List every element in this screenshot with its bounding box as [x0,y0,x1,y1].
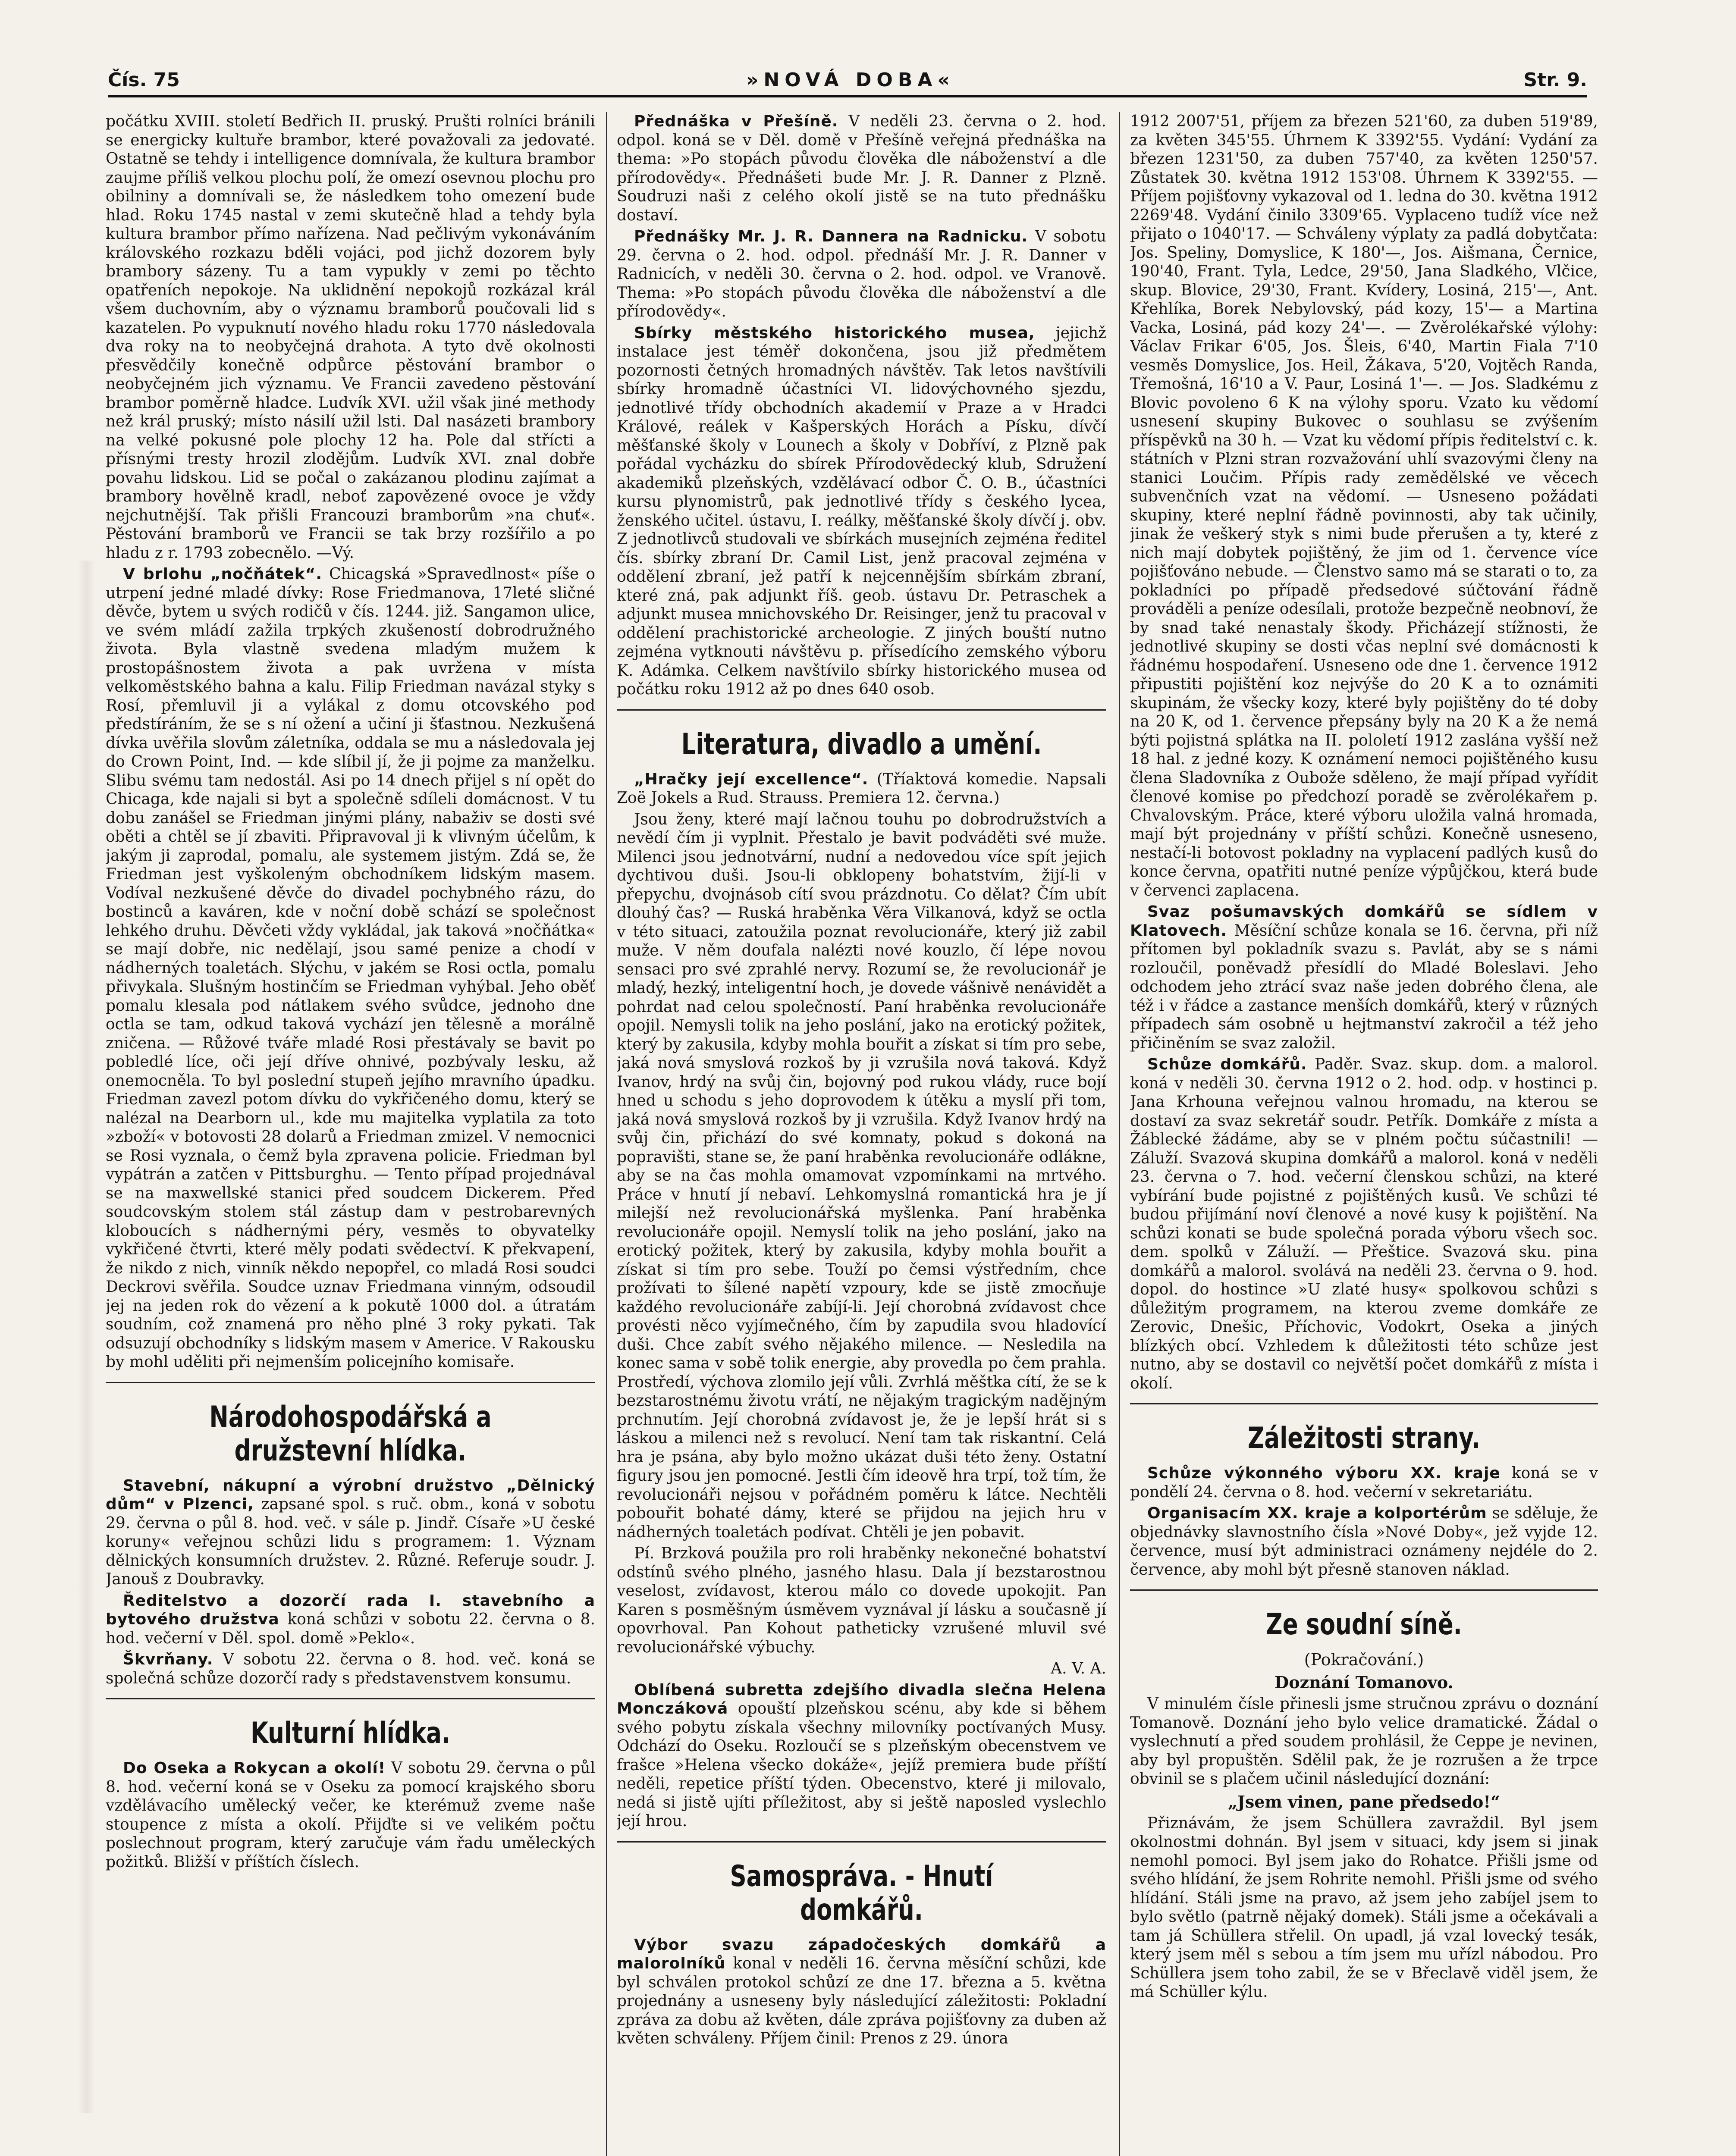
article-lead: Přednáška v Přešíně. [634,113,838,130]
article-lead: Přednášky Mr. J. R. Dannera na Radnicku. [634,228,1028,245]
column-3 [1130,112,1598,2156]
page-header [108,65,1587,97]
article-body: opouští plzeňskou scénu, aby kde si během svého pobytu získala všechny milovníky poctívaných Musy. Odchází do Oseku. Rozloučí se s plzeňským obecenstvem ve frašce »Helena všecko dokáže«, jejíž premiera bude příští neděli, repetice příští týden. Obecenstvo, které ji milovalo, nedá si jistě ujíti příležitost, aby si ještě naposled vyslechlo její hrou. [617,1700,1106,1830]
section-heading: Záležitosti strany. [1247,1421,1481,1455]
article-paragraph: Jsou ženy, které mají lačnou touhu po dobrodružstvích a nevědí čím ji vyplnit. Přestalo je bavit podváděti své muže. Milenci jsou jednotvární, nudní a nedovedou více spít jejich dychtivou duši. Jsou-li obklopeny bohatstvím, žijí-li v přepychu, dvojnásob cítí svou prázdnotu. Co dělat? Čím ubít dlouhý čas? — Ruská hraběnka Věra Vilkanová, když se octla v této situaci, zatoužila poznat revolucionáře, který již zabil muže. V něm doufala nalézti nové kouzlo, čí lépe novou sensaci pro své zprahlé nervy. Rozumí se, že revolucionář je mladý, hezký, inteligentní hoch, je dovede vášnivě nenávidět a pohrdat nad celou společností. Paní hraběnka revolucionáře opojil. Nemysli tolik na jeho poslání, jako na erotický požitek, který by zakusila, kdyby mohla bouřit a získat si tím pro sebe, jaká nová smyslová rozkoš by ji vzrušila nová taková. Když Ivanov, hrdý na svůj čin, bojovný pod rukou vlády, ruce bojí hned u schodu s jeho doprovodem k útěku a myslí při tom, jaká nová smyslová rozkoš by ji vzrušila. Když Ivanov hrdý na svůj čin, přichází do své komnaty, pokud s dokoná na popravišti, stane se, že paní hraběnka revolucionáře odlákne, aby se na čas mohla omamovat vzpomínkami na mrtvého. Práce v hnutí jí nebaví. Lehkomyslná romantická hra je jí milejší než revolucionářská myšlenka. Paní hraběnka revolucionáře opojil. Nemyslí tolik na jeho poslání, jako na erotický požitek, který by zakusila, kdyby mohla bouřit a získat si tím pro sebe. Touží po čemsi výstředním, chce prožívati to šílené napětí vzpoury, kde se jistě zmocňuje každého revolucionáře zabíjí-li. Její chorobná zvídavost chce provésti něco vyjímečného, čím by zapudila svou hladovící duši. Chce zabít svého nějakého milence. — Nesledila na konec sama v sobě tolik energie, aby provedla po čem prahla. Prostředí, výchova zlomilo její vůli. Zvrhlá měštka cítí, že se k bezstarostnému životu vrátí, ne nějakým tragickým nadějným prchnutím. Její chorobná zvídavost je, že je lepší hrát si s láskou a milenci než s revolucí. Není tam tak riskantní. Celá hra je psána, aby bylo možno ukázat duši této ženy. Ostatní figury jsou jen pomocné. Jestli čím ideově hra trpí, tož tím, že revolucionáři nejsou v pořádném poměru k látce. Nechtěli pobouřit bohaté dámy, které se přijdou na jejich hru v nádherných toaletách podívat. Chtěli je jen pobavit. [617,810,1106,1541]
article-paragraph: V minulém čísle přinesli jsme stručnou zprávu o doznání Tomanově. Doznání jeho bylo velice dramatické. Žádal o vyslechnutí a před soudem prohlásil, že Ceppe je nevinen, aby byl propuštěn. Sdělil pak, že je rozrušen a že trpce obvinil se s plačem učinil následující doznání: [1130,1695,1598,1788]
section-heading: Ze soudní síně. [1266,1608,1462,1642]
article-paragraph [617,770,1106,808]
article-paragraph [617,1681,1106,1831]
article-paragraph [106,565,595,1372]
article-paragraph [1130,1464,1598,1501]
article-paragraph [106,1592,595,1648]
article-body: se sděluje, že objednávky slavnostního čísla »Nové Doby«, jež vyjde 12. července, musí být administraci oznámeny nejdéle do 2. července, aby mohl být přesně stanoven náklad. [1130,1504,1598,1579]
article-paragraph [1130,903,1598,1053]
section-heading: Literatura, divadlo a umění. [681,727,1042,761]
article-body: (Tříaktová komedie. Napsali Zoë Jokels a Rud. Strauss. Premiera 12. června.) [617,770,1106,807]
article-paragraph [1130,1055,1598,1393]
article-paragraph: Přiznávám, že jsem Schüllera zavraždil. Byl jsem okolnostmi dohnán. Byl jsem v situaci, kdy jsem si jinak nemohl pomoci. Byl jsem jako do Rohatce. Přišli jsme od svého hlídání, že jsem Rohrite nemohl. Přišli jsme od svého hlídání. Stáli jsme na pravo, až jsem jeho zabíjel jsem to bylo světlo (patrně nějaký domek). Stáli jsme a očekávali a tam já Schüllera střelil. On upadl, já vzal lovecký tesák, který jsem měl s sebou a tím jsem mu uřízl nábodou. Pro Schüllera jsem toho zabil, že se v Břeclavě viděl jsem, že má Schüller kýlu. [1130,1814,1598,2001]
article-body: V sobotu 29. června o 2. hod. odpol. přednáší Mr. J. R. Danner v Radnicích, v neděli 30. června o 2. hod. odpol. ve Vranově. Thema: »Po stopách původu člověka dle náboženství a dle přírodovědy«. [617,228,1106,320]
article-body: V neděli 23. června o 2. hod. odpol. koná se v Děl. domě v Přešíně veřejná přednáška na thema: »Po stopách původu člověka dle náboženství a dle přírodovědy«. Přednášeti bude Mr. J. R. Danner z Plzně. Soudruzi naši z celého okolí jistě se na tuto přednášku dostaví. [617,113,1106,224]
section-divider [1130,1403,1598,1404]
article-paragraph [106,1650,595,1688]
margin-stain [78,561,95,2113]
article-signature: A. V. A. [1051,1660,1106,1677]
article-lead: Ředitelstvo a dozorčí rada I. stavebního a bytového družstva [106,1592,595,1628]
article-lead: Schůze domkářů. [1147,1056,1307,1073]
article-body: koná se v pondělí 24. června o 8. hod. večerní v sekretariátu. [1130,1464,1598,1501]
article-lead: Do Oseka a Rokycan a okolí! [123,1759,386,1777]
article-body: jejichž instalace jest téměř dokončena, jsou již předmětem pozornosti četných hromadných návštěv. Tak letos navštívili sbírky hromadně účastníci VI. lidovýchovného sjezdu, jednotlivé třídy obchodních akademií v Praze a v Hradci Králové, reálek v Kašperských Horách a Písku, dívčí měšťanské školy v Lounech a školy v Dobříví, z Plzně pak pořádal vycházku do sbírek Přírodovědecký klub, Sdružení akademiků plzeňských, vzdělávací odbor Č. O. B., účastníci kursu plynomistrů, pak jednotlivé třídy s českého lycea, ženského učitel. ústavu, I. reálky, měšťanské školy dívčí j. obv. Z jednotlivců studovali ve sbírkách musejních zejména ředitel čís. sbírky zbraní Dr. Camil List, jenž pracoval zejména v oddělení zbraní, jež patří k nejcennějším sbírkám zbraní, které zná, pak adjunkt říš. geob. ústavu Dr. Petraschek a adjunkt musea mnichovského Dr. Reisinger, jenž tu pracoval v oddělení prachistorické archeologie. Z jiných bouští nutno zejména vytknouti návštěvu p. přísedícího zemského výboru K. Adámka. Celkem navštívilo sbírky historického musea od počátku roku 1912 až po dnes 640 osob. [617,324,1106,698]
quote-heading: „Jsem vinen, pane předsedo!“ [1228,1792,1500,1811]
section-heading: Kulturní hlídka. [250,1716,451,1750]
section-divider [1130,1589,1598,1591]
section-heading: Národohospodářská a družstevní hlídka. [209,1400,492,1468]
article-subtitle: Doznání Tomanovo. [1275,1673,1453,1692]
newspaper-title: »NOVÁ DOBA« [746,69,955,91]
article-body: Měsíční schůze konala se 16. června, při níž přítomen byl pokladník svazu s. Pavlát, aby se s námi rozloučil, poněvadž přesídlí do Mladé Boleslavi. Jeho odchodem jeho ztrácí svaz naše jeden dobrého člena, ale též i v řádce a zastance menších domkářů, který v různých případech sám osobně u hejtmanství zakročil a též jeho přičiněním se svaz založil. [1130,921,1598,1052]
article-lead: Svaz pošumavských domkářů se sídlem v Klatovech. [1130,903,1598,940]
article-lead: Výbor svazu západočeských domkářů a malorolníků [617,1936,1106,1972]
article-paragraph [617,227,1106,321]
article-intro: počátku XVIII. století Bedřich II. pruský. Prušti rolníci bránili se energicky kultuře brambor, které považovali za jedovaté. Ostatně se tehdy i intelligence domnívala, že kultura brambor zaujme příliš velkou plochu polí, že omezí osevnou plochu pro obilniny a domnívali se, že následkem toho omezení bude hlad. Roku 1745 nastal v zemi skutečně hlad a tehdy byla kultura brambor přímo nařízena. Nad pečlivým vykonáváním královského rozkazu bděli vojáci, pod jichž dozorem byly brambory sázeny. Tu a tam vypukly v zemi po těchto opatřeních nepokoje. Na uklidnění nepokojů rozkázal král všem duchovním, aby o významu bramborů poučovali lid s kazatelen. Po vypuknutí nového hladu roku 1770 následovala dva roky na to neobyčejná drahota. A tyto dvě okolnosti přesvědčily konečně odpůrce pěstování brambor o neobyčejném jich významu. Ve Francii zavedeno pěstování brambor poměrně hladce. Ludvík XVI. užil však jiné methody než král pruský; místo násilí užil lsti. Dal nasázeti brambory na velké pokusné pole plochy 12 ha. Pole dal střícti a přísnými tresty hrozil zlodějům. Ludvík XVI. znal dobře povahu lidskou. Lid se počal o zakázanou plodinu zajímat a brambory hovělně kradl, neboť zapovězené ovoce je vždy nejchutnější. Tak přišli Francouzi bramborům »na chuť«. Pěstování bramborů ve Francii se tak brzy rozšířilo a po hladu z r. 1793 zobecnělo. —Vý. [106,113,595,562]
article-paragraph [617,112,1106,225]
article-paragraph [617,1936,1106,2048]
column-2 [617,112,1106,2156]
article-lead: Oblíbená subretta zdejšího divadla slečna Helena Monczáková [617,1681,1106,1717]
article-body: koná schůzi v sobotu 22. června o 8. hod. večerní v Děl. spol. domě »Peklo«. [106,1611,595,1647]
column-divider [606,112,607,2156]
section-divider [617,1841,1106,1843]
article-paragraph: Pí. Brzková použila pro roli hraběnky nekonečné bohatství odstínů svého plného, jasného hlasu. Dala jí bezstarostnou veselost, zvídavost, kterou málo co dovede upokojit. Pan Karen s posměšným úsměvem vyznával jí lásku a současně jí opovrhoval. Pan Kohout patheticky vzrušené mluvil své revolucionářské výbuchy. [617,1545,1106,1656]
article-lead: Škvrňany. [123,1651,213,1668]
article-paragraph [106,1476,595,1589]
article-lead: Sbírky městského historického musea, [634,324,1035,342]
article-body: konal v neděli 16. června měsíční schůzi, kde byl schválen protokol schůzí ze dne 17. března a 5. května projednány a usneseny byly následující záležitosti: Pokladní zpráva za dobu až květen, dále zpráva pojišťovny za duben až květen schváleny. Příjem činil: Prenos z 29. února [617,1955,1106,2047]
section-heading: Samospráva. - Hnutí domkářů. [730,1859,993,1927]
column-divider [1119,112,1120,2156]
continued-note: (Pokračování.) [1304,1650,1424,1669]
article-lead: Organisacím XX. kraje a kolportérům [1147,1504,1487,1522]
section-divider [106,1382,595,1383]
article-body: V sobotu 22. června o 8. hod. več. koná se společná schůze dozorčí rady s představenstvem konsumu. [106,1651,595,1687]
article-body: Chicagská »Spravedlnost« píše o utrpení jedné mladé dívky: Rose Friedmanova, 17leté sličné děvče, bytem u svých rodičů v čís. 1244. již. Sangamon ulice, ve svém mládí zažila trpkých zkušeností dobrodružného života. Byla vlastně svedena mladým mužem k prostopášnostem života a pak uvržena v místa velkoměstského bahna a kalu. Filip Friedman navázal styky s Rosí, přemluvil ji a vylákal z domu otcovského pod předstíráním, že se s ní ožení a učiní ji šťastnou. Nezkušená dívka uvěřila slovům záletníka, oddala se mu a následovala jej do Crown Point, Ind. — kde slíbil jí, že ji pojme za manželku. Slibu svému tam nedostál. Asi po 14 dnech přijel s ní opět do Chicaga, kde najali si byt a společně sdíleli domácnost. V tu dobu zanášel se Friedman jinými plány, nabaživ se dosti své oběti a chtěl se jí zbaviti. Připravoval ji k vlivným účelům, k jakým ji zaprodal, pomalu, ale systemem jistým. Zdá se, že Friedman jest vyškoleným obchodníkem lidským masem. Vodíval nezkušené děvče do divadel pochybného rázu, do bostinců a kaváren, kde v noční době schází se společnost lehkého druhu. Děvčeti vždy vykládal, jak taková »nočňátka« se mají dobře, nic nedělají, jsou samé penize a chodí v nádherných toaletách. Slýchu, v jakém se Rosi octla, pomalu přivykala. Slušným hostinčím se Friedman vyhýbal. Jeho oběť pomalu klesala pod nátlakem svého svůdce, jednoho dne octla se tam, odkud taková vychází jen tělesně a morálně zničena. — Růžové tváře mladé Rosi přestávaly se bavit po pobledlé líce, oči její dříve ohnivé, pozbývaly lesku, až onemocněla. To byl poslední stupeň jejího mravního úpadku. Friedman zavezl potom dívku do vykřičeného domu, který se nalézal na Dearborn ul., kde mu majitelka vyplatila za toto »zboží« v botovosti 28 dolarů a Friedman zmizel. V nemocnici se Rosi vyznala, o čemž byla zpravena policie. Friedman byl vypátrán a zatčen v Pittsburghu. — Tento případ projednával se na maxwellské stanici před soudcem Dickerem. Před soudcovským stolem stál zástup dam v pestrobarevných kloboucích s nádhernými péry, vesměs to obyvatelky vykřičené čtvrti, které měly podati svědectví. K překvapení, že nikdo z nich, vinník někdo nepopřel, co mladá Rosi soudci Deckrovi svěřila. Soudce uznav Friedmana vinným, odsoudil jej na jeden rok do vězení a k pokutě 1000 dol. a útratám soudním, což znamená pro něho plné 3 roky pykati. Tak odsuzují obchodníky s lidským masem v Americe. V Rakousku by mohl uděliti při nejmenším policejního komisaře. [106,565,595,1371]
article-paragraph [106,1759,595,1871]
article-lead: „Hračky její excellence“. [634,770,869,788]
column-1 [106,112,595,2156]
article-paragraph: 1912 2007'51, příjem za březen 521'60, za duben 519'89, za květen 345'55. Úhrnem K 3392'55. Vydání: Vydání za březen 1231'50, za duben 757'40, za květen 1250'57. Zůstatek 30. května 1912 153'08. Úhrnem K 3392'55. — Příjem pojišťovny vykazoval od 1. ledna do 30. května 1912 2269'48. Vydání činilo 3309'65. Vyplaceno tudíž více než přijato o 1040'17. — Schváleny výplaty za padlá dobytčata: Jos. Speliny, Domyslice, K 180'—, Jos. Aišmana, Černice, 190'40, Frant. Tyla, Ledce, 29'50, Jana Sladkého, Vlčice, skup. Blovice, 29'30, Frant. Kvídery, Losiná, 215'—, Ant. Křehlíka, Borek Nebylovský, pád kozy, 15'— a Martina Vacka, Losiná, pád kozy 24'—. — Zvěrolékařské výlohy: Václav Frikar 6'05, Jos. Šleis, 6'40, Martin Fiala 7'10 vesměs Domyslice, Jos. Heil, Žákava, 5'20, Vojtěch Randa, Třemošná, 16'10 a V. Paur, Losiná 1'—. — Jos. Sladkému z Blovic povoleno 6 K na výlohy sporu. Vzato ku vědomí usnesení skupiny Bukovec o souhlasu se zvýšením příspěvků na 30 h. — Vzat ku vědomí přípis ředitelství c. k. státních v Plzni stran rozvažování uhlí svazovými členy na stanici Loučim. Přípis rady zemědělské ve věcech subvenčních vzat na vědomí. — Usneseno požádati skupiny, které neplní řádně povinnosti, aby tak učinily, jinak že veškerý styk s nimi bude přerušen a ty, které z nich mají dobytek pojištěný, že jim od 1. července více pojišťováno nebude. — Členstvo samo má se starati o to, za pokladníci po případě předsedové súčtování řádně prováděli a peníze odesílali, protože bezpečně neobnoví, že by snad také nenastaly škody. Přicházejí stížnosti, že jednotlivé skupiny se dosti včas neplní své domácnosti k řádnému hospodaření. Usneseno ode dne 1. července 1912 připustiti pojištění koz nejvýše do 20 K a to oznámiti skupinám, že všecky kozy, které byly pojištěny do té doby na 20 K, od 1. července přepsány byly na 20 K a že nemá býti pojistná splátka na II. pololetí 1912 zaslána vyšší než 18 hal. z jedné kozy. K oznámení nemoci pojištěného kusu člena Sladovníka z Oubože sděleno, že mají případ vyřídit členové komise po předchozí poradě se zvěrolékařem p. Chvalovským. Práce, které výboru uložila valná hromada, mají být projednány v příští schůzi. Konečně usneseno, nestačí-li botovost pokladny na vyplacení padlých kusů do konce června, opatřiti nutné peníze výpůjčkou, která bude v červenci zaplacena. [1130,113,1598,899]
article-body: Paděr. Svaz. skup. dom. a malorol. koná v neděli 30. června 1912 o 2. hod. odp. v hostinci p. Jana Krhouna veřejnou valnou hromadu, na kterou se dostaví za svaz sekretář soudr. Petřík. Domkáře z místa a Žáblecké žádáme, aby se v plném počtu súčastnili! — Záluží. Svazová skupina domkářů a malorol. koná v neděli 23. června o 7. hod. večerní členskou schůzi, na které vybírání bude pojistné z pojištěných kusů. Ve schůzi té budou přijímání noví členové a nové kusy k pojištění. Na schůzi konati se bude společná porada výboru všech soc. dem. spolků v Záluží. — Přeštice. Svazová sku. pina domkářů a malorol. svolává na neděli 23. června o 9. hod. dopol. do hostince »U zlaté husy« spolkovou schůzi s důležitým programem, na kterou zveme domkáře ze Zerovic, Dnešic, Příchovic, Vodokrt, Oseka a jiných blízkých obcí. Vzhledem k důležitosti této schůze jest nutno, aby se dostavil co největší počet domkářů z místa i okolí. [1130,1056,1598,1392]
issue-number: Čís. 75 [108,69,180,91]
article-paragraph [617,324,1106,699]
article-lead: V brlohu „nočňátek“. [123,565,323,583]
section-divider [106,1698,595,1699]
article-lead: Schůze výkonného výboru XX. kraje [1147,1464,1501,1482]
page-number: Str. 9. [1523,69,1587,91]
article-body: zapsané spol. s ruč. obm., koná v sobotu 29. června o půl 8. hod. več. v sále p. Jindř. Císaře »U české koruny« veřejnou schůzi lidu s programem: 1. Význam dělnických konsumních družstev. 2. Různé. Referuje soudr. J. Janouš z Doubravky. [106,1495,595,1588]
article-paragraph [1130,1504,1598,1579]
article-lead: Stavební, nákupní a výrobní družstvo „Dělnický dům“ v Plzenci, [106,1476,595,1513]
article-body: V sobotu 29. června o půl 8. hod. večerní koná se v Oseku za pomocí krajského sboru vzdělávacího umělecký večer, ke kterémuž zveme naše stoupence z místa a okolí. Přijďte si ve velikém počtu poslechnout program, který zaručuje vám řadu uměleckých požitků. Bližší v příštích číslech. [106,1759,595,1871]
section-divider [617,709,1106,711]
